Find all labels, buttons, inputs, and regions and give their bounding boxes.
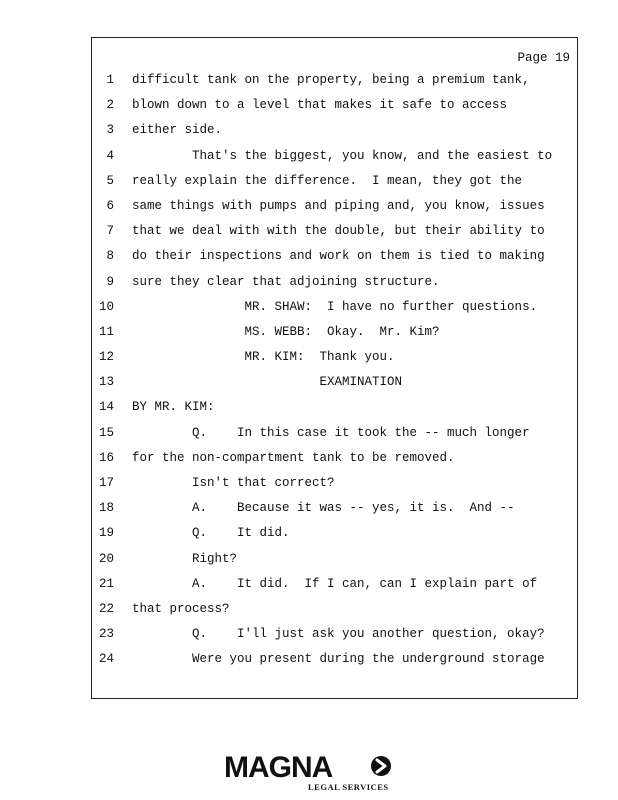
line-text: Isn't that correct? xyxy=(132,476,335,490)
line-number: 22 xyxy=(98,601,114,616)
transcript-line xyxy=(92,624,577,649)
transcript-line xyxy=(92,397,577,422)
line-number: 6 xyxy=(106,198,114,213)
logo-wordmark: MAGNA xyxy=(224,751,333,784)
line-number: 13 xyxy=(98,375,114,390)
transcript-line xyxy=(92,196,577,221)
line-text: A. It did. If I can, can I explain part of xyxy=(132,576,538,591)
line-text: for the non-compartment tank to be removed. xyxy=(132,450,455,465)
line-number: 16 xyxy=(98,450,114,465)
line-text: MS. WEBB: Okay. Mr. Kim? xyxy=(132,324,440,339)
line-text: really explain the difference. I mean, they got the xyxy=(132,173,523,188)
transcript-line xyxy=(92,171,577,196)
line-text: A. Because it was -- yes, it is. And -- xyxy=(132,501,515,516)
line-number: 2 xyxy=(106,98,114,113)
transcript-line xyxy=(92,473,577,498)
line-number: 20 xyxy=(98,551,114,566)
line-text: Q. In this case it took the -- much longer xyxy=(132,425,530,440)
transcript-line xyxy=(92,649,577,674)
line-text: That's the biggest, you know, and the easiest to xyxy=(132,148,553,163)
transcript-lines xyxy=(92,70,577,675)
line-number: 8 xyxy=(106,249,114,264)
line-number: 4 xyxy=(106,148,114,163)
line-text: do their inspections and work on them is tied to making xyxy=(132,249,545,264)
line-number: 12 xyxy=(98,350,114,365)
transcript-page xyxy=(91,37,578,699)
line-number: 3 xyxy=(106,123,114,138)
line-text: EXAMINATION xyxy=(132,375,403,390)
transcript-line xyxy=(92,120,577,145)
line-number: 19 xyxy=(98,526,114,541)
line-text: sure they clear that adjoining structure. xyxy=(132,274,440,289)
transcript-line xyxy=(92,322,577,347)
transcript-line xyxy=(92,599,577,624)
transcript-line xyxy=(92,70,577,95)
logo-tagline: LEGAL SERVICES xyxy=(308,782,389,792)
transcript-line xyxy=(92,549,577,574)
line-text: that process? xyxy=(132,601,230,616)
line-number: 1 xyxy=(106,73,114,87)
line-number: 15 xyxy=(98,425,114,440)
line-number: 7 xyxy=(106,224,114,239)
transcript-line xyxy=(92,498,577,523)
line-number: 11 xyxy=(98,324,114,339)
line-text: either side. xyxy=(132,123,223,138)
transcript-line xyxy=(92,423,577,448)
line-text: MR. KIM: Thank you. xyxy=(132,350,395,365)
transcript-line xyxy=(92,574,577,599)
line-number: 18 xyxy=(98,501,114,516)
line-number: 21 xyxy=(98,576,114,591)
line-number: 17 xyxy=(98,476,114,490)
line-number: 9 xyxy=(106,274,114,289)
transcript-line xyxy=(92,523,577,548)
line-text: Were you present during the underground storage xyxy=(132,652,545,667)
transcript-line xyxy=(92,221,577,246)
line-text: difficult tank on the property, being a premium tank, xyxy=(132,73,530,87)
page-number: Page 19 xyxy=(517,51,570,65)
line-number: 10 xyxy=(98,299,114,314)
line-number: 24 xyxy=(98,652,114,667)
transcript-line xyxy=(92,297,577,322)
line-text: that we deal with with the double, but their ability to xyxy=(132,224,545,239)
transcript-line xyxy=(92,246,577,271)
line-text: Q. It did. xyxy=(132,526,290,541)
line-text: BY MR. KIM: xyxy=(132,400,215,415)
line-number: 23 xyxy=(98,627,114,642)
transcript-line xyxy=(92,272,577,297)
transcript-line xyxy=(92,95,577,120)
line-number: 5 xyxy=(106,173,114,188)
transcript-line xyxy=(92,372,577,397)
line-text: same things with pumps and piping and, you know, issues xyxy=(132,198,545,213)
line-number: 14 xyxy=(98,400,114,415)
line-text: blown down to a level that makes it safe to access xyxy=(132,98,508,113)
transcript-line xyxy=(92,448,577,473)
transcript-line xyxy=(92,347,577,372)
line-text: Q. I'll just ask you another question, okay? xyxy=(132,627,545,642)
line-text: Right? xyxy=(132,551,238,566)
transcript-line xyxy=(92,146,577,171)
magna-logo xyxy=(224,750,399,792)
line-text: MR. SHAW: I have no further questions. xyxy=(132,299,538,314)
logo-arrow-icon xyxy=(371,756,391,776)
